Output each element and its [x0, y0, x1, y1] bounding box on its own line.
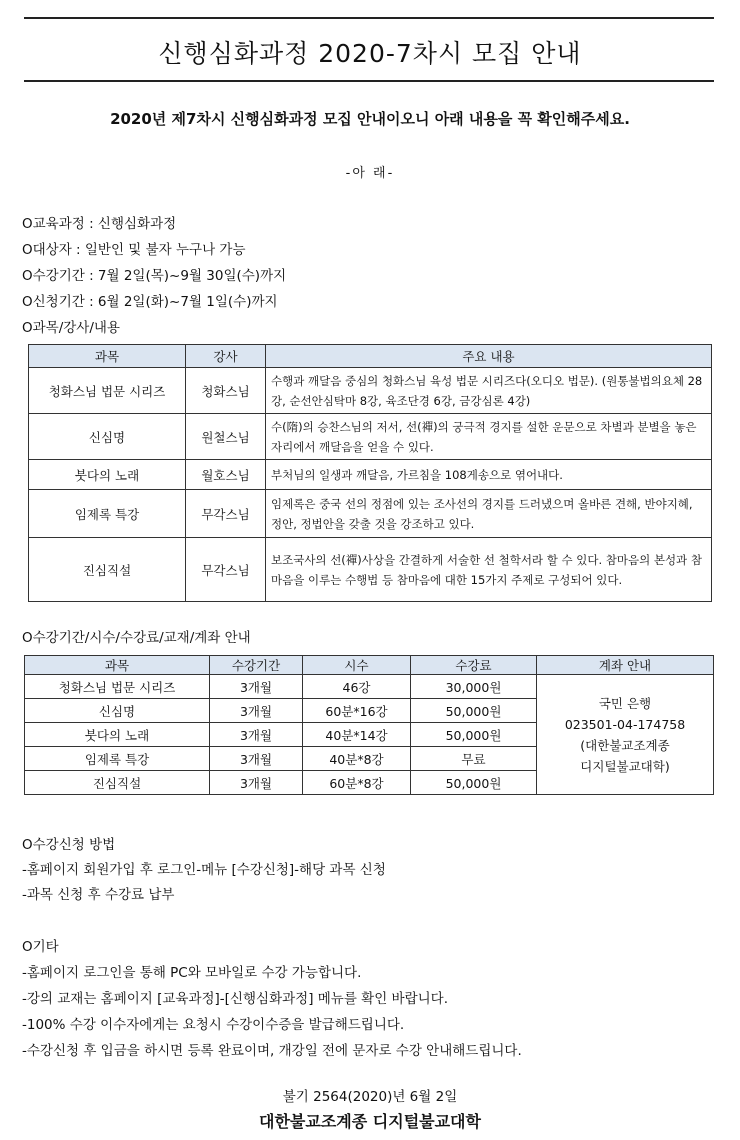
- etc-item: -수강신청 후 입금을 하시면 등록 완료이며, 개강일 전에 문자로 수강 안내해드립니다.: [22, 1043, 522, 1059]
- subjects-table: [28, 344, 712, 602]
- apply-step: -과목 신청 후 수강료 납부: [22, 887, 175, 903]
- table-row: [25, 675, 714, 699]
- account-bank: 국민 은행: [598, 695, 652, 711]
- table-header-row: [25, 656, 714, 675]
- teacher-cell: 월호스님: [186, 460, 266, 490]
- etc-heading: O기타: [22, 939, 59, 955]
- hours-cell: 60분*16강: [303, 699, 411, 723]
- table-row: [29, 460, 712, 490]
- notice-subtitle: 2020년 제7차시 신행심화과정 모집 안내이오니 아래 내용을 꼭 확인해주세요.: [110, 110, 630, 128]
- ahrae-marker: -아 래-: [345, 166, 395, 181]
- hours-cell: 46강: [303, 675, 411, 699]
- fee-cell: 50,000원: [411, 723, 537, 747]
- subject-cell: 신심명: [25, 699, 210, 723]
- teacher-cell: 무각스님: [186, 490, 266, 538]
- header-hours: 시수: [303, 656, 411, 675]
- info-period: O수강기간 : 7월 2일(목)~9월 30일(수)까지: [22, 268, 287, 284]
- table-row: [29, 368, 712, 414]
- content-cell: 임제록은 중국 선의 정점에 있는 조사선의 경지를 드러냈으며 올바른 견해, 반야지혜, 정안, 정법안을 갖출 것을 강조하고 있다.: [266, 490, 712, 538]
- fee-cell: 50,000원: [411, 771, 537, 795]
- footer-date: 불기 2564(2020)년 6월 2일: [282, 1089, 458, 1105]
- header-content: 주요 내용: [266, 345, 712, 368]
- subject-cell: 붓다의 노래: [29, 460, 186, 490]
- teacher-cell: 무각스님: [186, 538, 266, 602]
- account-holder-line2: 디지털불교대학): [580, 758, 670, 774]
- hours-cell: 60분*8강: [303, 771, 411, 795]
- fee-section-heading: O수강기간/시수/수강료/교재/계좌 안내: [22, 630, 251, 646]
- account-cell: [537, 675, 714, 795]
- hours-cell: 40분*14강: [303, 723, 411, 747]
- apply-step: -홈페이지 회원가입 후 로그인-메뉴 [수강신청]-해당 과목 신청: [22, 862, 386, 878]
- fee-cell: 50,000원: [411, 699, 537, 723]
- period-cell: 3개월: [210, 675, 303, 699]
- subject-cell: 붓다의 노래: [25, 723, 210, 747]
- teacher-cell: 원철스님: [186, 414, 266, 460]
- apply-heading: O수강신청 방법: [22, 837, 116, 853]
- info-apply-period: O신청기간 : 6월 2일(화)~7월 1일(수)까지: [22, 294, 278, 310]
- content-cell: 보조국사의 선(禪)사상을 간결하게 서술한 선 철학서라 할 수 있다. 참마음의 본성과 참마음을 이루는 수행법 등 참마음에 대한 15가지 주제로 구성되어 있다.: [266, 538, 712, 602]
- header-fee: 수강료: [411, 656, 537, 675]
- subject-cell: 진심직설: [25, 771, 210, 795]
- hours-cell: 40분*8강: [303, 747, 411, 771]
- etc-item: -100% 수강 이수자에게는 요청시 수강이수증을 발급해드립니다.: [22, 1017, 405, 1033]
- title-rule: [24, 80, 714, 82]
- etc-item: -홈페이지 로그인을 통해 PC와 모바일로 수강 가능합니다.: [22, 965, 362, 981]
- period-cell: 3개월: [210, 747, 303, 771]
- account-holder-line1: (대한불교조계종: [580, 737, 670, 753]
- subject-cell: 임제록 특강: [25, 747, 210, 771]
- footer-organization: 대한불교조계종 디지털불교대학: [259, 1112, 481, 1131]
- subject-cell: 청화스님 법문 시리즈: [25, 675, 210, 699]
- teacher-cell: 청화스님: [186, 368, 266, 414]
- info-course: O교육과정 : 신행심화과정: [22, 216, 177, 232]
- header-subject: 과목: [29, 345, 186, 368]
- fees-table: [24, 655, 714, 795]
- header-period: 수강기간: [210, 656, 303, 675]
- info-subjects-heading: O과목/강사/내용: [22, 320, 120, 336]
- header-subject: 과목: [25, 656, 210, 675]
- table-row: [29, 490, 712, 538]
- etc-item: -강의 교재는 홈페이지 [교육과정]-[신행심화과정] 메뉴를 확인 바랍니다.: [22, 991, 448, 1007]
- table-row: [29, 414, 712, 460]
- header-teacher: 강사: [186, 345, 266, 368]
- subject-cell: 신심명: [29, 414, 186, 460]
- page-title: 신행심화과정 2020-7차시 모집 안내: [158, 39, 582, 68]
- fee-cell: 30,000원: [411, 675, 537, 699]
- fee-cell: 무료: [411, 747, 537, 771]
- table-row: [29, 538, 712, 602]
- subject-cell: 청화스님 법문 시리즈: [29, 368, 186, 414]
- account-number: 023501-04-174758: [564, 716, 686, 732]
- subject-cell: 진심직설: [29, 538, 186, 602]
- period-cell: 3개월: [210, 699, 303, 723]
- top-rule: [24, 17, 714, 19]
- content-cell: 수행과 깨달음 중심의 청화스님 육성 법문 시리즈다(오디오 법문). (원통불법의요체 28강, 순선안심탁마 8강, 육조단경 6강, 금강심론 4강): [266, 368, 712, 414]
- subject-cell: 임제록 특강: [29, 490, 186, 538]
- table-header-row: [29, 345, 712, 368]
- content-cell: 수(隋)의 승찬스님의 저서, 선(禪)의 궁극적 경지를 설한 운문으로 차별과 분별을 놓은 자리에서 깨달음을 얻을 수 있다.: [266, 414, 712, 460]
- info-target: O대상자 : 일반인 및 불자 누구나 가능: [22, 242, 246, 258]
- content-cell: 부처님의 일생과 깨달음, 가르침을 108게송으로 엮어내다.: [266, 460, 712, 490]
- period-cell: 3개월: [210, 771, 303, 795]
- header-account: 계좌 안내: [537, 656, 714, 675]
- period-cell: 3개월: [210, 723, 303, 747]
